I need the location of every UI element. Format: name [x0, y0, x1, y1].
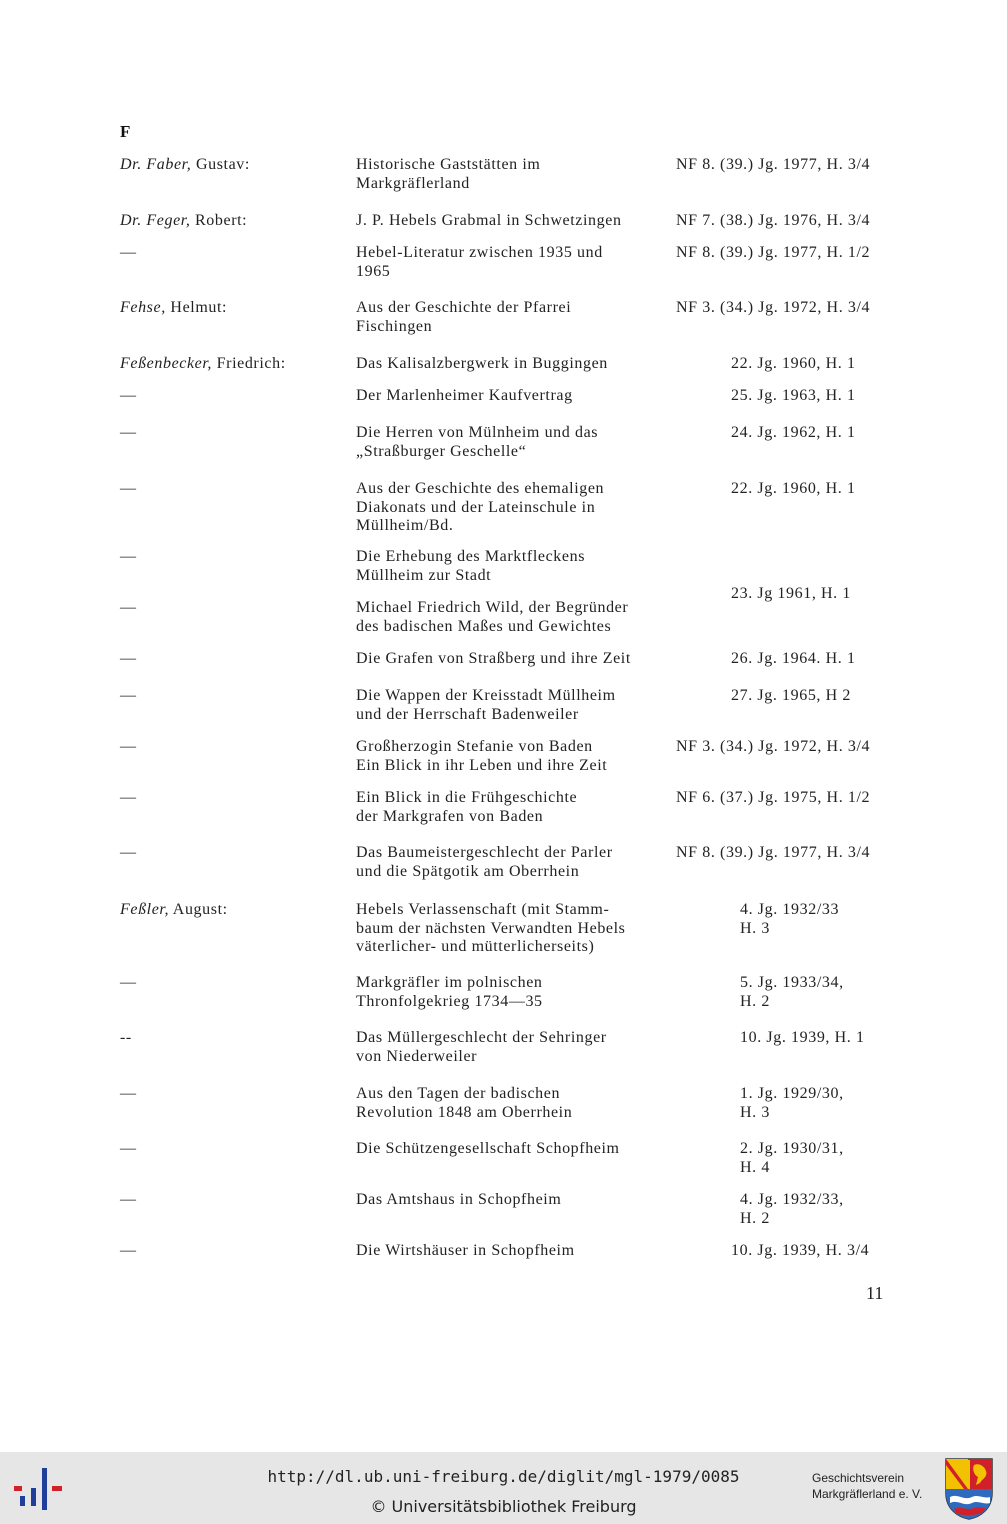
title-line: Historische Gaststätten im [356, 156, 541, 173]
entry-author [120, 1140, 137, 1159]
author-forename: — [120, 244, 137, 261]
entry-title [356, 156, 676, 193]
title-line: Aus der Geschichte des ehemaligen [356, 480, 605, 497]
entry-author [120, 650, 137, 669]
entry-author [120, 1242, 137, 1261]
title-line: Die Herren von Mülnheim und das [356, 424, 599, 441]
entry-title [356, 650, 676, 669]
title-line: Thronfolgekrieg 1734—35 [356, 992, 543, 1010]
entry-author [120, 738, 137, 757]
title-line: Großherzogin Stefanie von Baden [356, 738, 593, 755]
entry-author [120, 844, 137, 863]
entry-reference [731, 424, 949, 443]
entry-reference [676, 299, 894, 318]
author-forename: — [120, 387, 137, 404]
title-line: Das Baumeistergeschlecht der Parler [356, 844, 613, 861]
title-line: väterlicher- und mütterlicherseits) [356, 938, 595, 955]
entry-title [356, 212, 676, 231]
reference-line: NF 8. (39.) Jg. 1977, H. 3/4 [676, 156, 871, 173]
entry-reference [740, 1085, 958, 1122]
author-forename: Robert: [190, 212, 248, 229]
title-line: Hebel-Literatur zwischen 1935 und [356, 244, 603, 261]
entry-title [356, 1140, 676, 1159]
author-forename: — [120, 480, 137, 497]
author-forename: August: [169, 901, 228, 918]
title-line: Die Grafen von Straßberg und ihre Zeit [356, 650, 631, 667]
reference-line: H. 3 [740, 919, 770, 937]
author-surname: Feßenbecker, [120, 355, 213, 372]
entry-reference [676, 156, 894, 175]
entry-author [120, 424, 137, 443]
entry-title [356, 687, 676, 724]
title-line: Markgräfler im polnischen [356, 974, 543, 991]
entry-title [356, 844, 676, 881]
title-line: Die Schützengesellschaft Schopfheim [356, 1140, 620, 1157]
title-line: Das Kalisalzbergwerk in Buggingen [356, 355, 608, 372]
title-line: baum der nächsten Verwandten Hebels [356, 919, 626, 937]
author-forename: Gustav: [191, 156, 250, 173]
entry-reference [740, 1191, 958, 1228]
title-line: der Markgrafen von Baden [356, 807, 544, 825]
entry-author [120, 789, 137, 808]
author-forename: — [120, 1191, 137, 1208]
entry-author [120, 1085, 137, 1104]
entry-author [120, 687, 137, 706]
title-line: Das Amtshaus in Schopfheim [356, 1191, 562, 1208]
reference-line: NF 8. (39.) Jg. 1977, H. 3/4 [676, 844, 871, 861]
reference-line: 10. Jg. 1939, H. 1 [740, 1029, 865, 1046]
author-forename: — [120, 599, 137, 616]
reference-line: 25. Jg. 1963, H. 1 [731, 387, 856, 404]
reference-line: 22. Jg. 1960, H. 1 [731, 355, 856, 372]
reference-line: 26. Jg. 1964. H. 1 [731, 650, 856, 667]
copyright-text: © Universitätsbibliothek Freiburg [370, 1497, 637, 1516]
entry-title [356, 1029, 676, 1066]
society-name-line2: Markgräflerland e. V. [812, 1487, 923, 1501]
entry-title [356, 424, 676, 461]
author-forename: Helmut: [165, 299, 228, 316]
title-line: Die Wirtshäuser in Schopfheim [356, 1242, 575, 1259]
author-forename: — [120, 789, 137, 806]
entry-title [356, 480, 676, 536]
title-line: Revolution 1848 am Oberrhein [356, 1103, 573, 1121]
author-forename: — [120, 1085, 137, 1102]
reference-line: H. 3 [740, 1103, 770, 1121]
title-line: Aus den Tagen der badischen [356, 1085, 561, 1102]
title-line: Die Erhebung des Marktfleckens [356, 548, 586, 565]
entry-author [120, 299, 227, 318]
reference-line: NF 6. (37.) Jg. 1975, H. 1/2 [676, 789, 871, 806]
entry-reference [731, 355, 949, 374]
reference-text: 23. Jg 1961, H. 1 [731, 585, 851, 602]
author-forename: — [120, 844, 137, 861]
entry-title [356, 548, 676, 585]
reference-line: 4. Jg. 1932/33, [740, 1191, 844, 1208]
entry-title [356, 244, 676, 281]
reference-line: NF 8. (39.) Jg. 1977, H. 1/2 [676, 244, 871, 261]
entry-reference [740, 974, 958, 1011]
title-line: und der Herrschaft Badenweiler [356, 705, 579, 723]
author-forename: — [120, 687, 137, 704]
entry-reference [740, 901, 958, 938]
reference-line: H. 2 [740, 1209, 770, 1227]
title-line: Ein Blick in die Frühgeschichte [356, 789, 578, 806]
author-forename: -- [120, 1029, 132, 1046]
entry-reference [731, 480, 949, 499]
title-line: Ein Blick in ihr Leben und ihre Zeit [356, 756, 608, 774]
author-surname: Fehse, [120, 299, 166, 316]
entry-reference [740, 1140, 958, 1177]
author-surname: Dr. Feger, [120, 212, 191, 229]
title-line: Michael Friedrich Wild, der Begründer [356, 599, 629, 616]
reference-line: 5. Jg. 1933/34, [740, 974, 844, 991]
society-name-line1: Geschichtsverein [812, 1471, 905, 1485]
title-line: Diakonats und der Lateinschule in [356, 498, 596, 516]
entry-title [356, 974, 676, 1011]
entry-reference [731, 687, 949, 706]
entry-title [356, 355, 676, 374]
entry-author [120, 901, 228, 920]
entry-author [120, 212, 247, 231]
author-forename: — [120, 650, 137, 667]
title-line: „Straßburger Geschelle“ [356, 442, 527, 460]
author-forename: — [120, 548, 137, 565]
reference-line: 1. Jg. 1929/30, [740, 1085, 844, 1102]
entry-reference [731, 387, 949, 406]
footer-bar [0, 1452, 1007, 1524]
author-forename: Friedrich: [212, 355, 286, 372]
author-forename: — [120, 1140, 137, 1157]
coat-of-arms-icon [944, 1457, 994, 1520]
entry-author [120, 355, 286, 374]
entry-title [356, 1191, 676, 1210]
entry-author [120, 244, 137, 263]
title-line: Müllheim/Bd. [356, 517, 454, 534]
society-name [812, 1470, 922, 1502]
entry-reference [676, 789, 894, 808]
title-line: des badischen Maßes und Gewichtes [356, 617, 612, 635]
reference-line: 22. Jg. 1960, H. 1 [731, 480, 856, 497]
entry-author [120, 387, 137, 406]
reference-line: NF 7. (38.) Jg. 1976, H. 3/4 [676, 212, 871, 229]
author-forename: — [120, 974, 137, 991]
reference-line: 2. Jg. 1930/31, [740, 1140, 844, 1157]
entry-title [356, 789, 676, 826]
entry-author [120, 974, 137, 993]
title-line: und die Spätgotik am Oberrhein [356, 862, 580, 880]
title-line: von Niederweiler [356, 1047, 478, 1065]
reference-line: 4. Jg. 1932/33 [740, 901, 840, 918]
title-line: Das Müllergeschlecht der Sehringer [356, 1029, 607, 1046]
entry-author [120, 548, 137, 567]
entry-title [356, 901, 676, 957]
title-line: Fischingen [356, 317, 433, 335]
author-forename: — [120, 738, 137, 755]
reference-line: NF 3. (34.) Jg. 1972, H. 3/4 [676, 738, 871, 755]
entry-reference [676, 212, 894, 231]
author-forename: — [120, 1242, 137, 1259]
entry-reference [731, 650, 949, 669]
entry-title [356, 299, 676, 336]
entry-author [120, 156, 250, 175]
title-line: Müllheim zur Stadt [356, 566, 492, 584]
entry-reference [731, 1242, 949, 1261]
title-line: 1965 [356, 262, 391, 280]
title-line: J. P. Hebels Grabmal in Schwetzingen [356, 212, 622, 229]
reference-line: 27. Jg. 1965, H 2 [731, 687, 851, 704]
title-line: Markgräflerland [356, 174, 470, 192]
entry-title [356, 1242, 676, 1261]
reference-line: H. 4 [740, 1158, 770, 1176]
reference-line: NF 3. (34.) Jg. 1972, H. 3/4 [676, 299, 871, 316]
document-url[interactable]: http://dl.ub.uni-freiburg.de/diglit/mgl-1979/0085 [267, 1467, 740, 1486]
entry-reference [676, 244, 894, 263]
entry-title [356, 599, 676, 636]
entry-reference [676, 844, 894, 863]
reference-line: 10. Jg. 1939, H. 3/4 [731, 1242, 870, 1259]
entry-title [356, 1085, 676, 1122]
entry-title [356, 738, 676, 775]
reference-line: 24. Jg. 1962, H. 1 [731, 424, 856, 441]
entry-author [120, 480, 137, 499]
title-line: Hebels Verlassenschaft (mit Stamm- [356, 901, 610, 918]
page-number: 11 [866, 1283, 884, 1303]
entry-author [120, 1191, 137, 1210]
title-line: Die Wappen der Kreisstadt Müllheim [356, 687, 616, 704]
author-surname: Dr. Faber, [120, 156, 192, 173]
entry-reference [676, 738, 894, 757]
title-line: Der Marlenheimer Kaufvertrag [356, 387, 573, 404]
entry-title [356, 387, 676, 406]
author-surname: Feßler, [120, 901, 170, 918]
entry-author [120, 599, 137, 618]
reference-line: H. 2 [740, 992, 770, 1010]
entry-author [120, 1029, 132, 1048]
page-letter: F [120, 122, 131, 141]
author-forename: — [120, 424, 137, 441]
entry-reference [740, 1029, 958, 1048]
title-line: Aus der Geschichte der Pfarrei [356, 299, 572, 316]
